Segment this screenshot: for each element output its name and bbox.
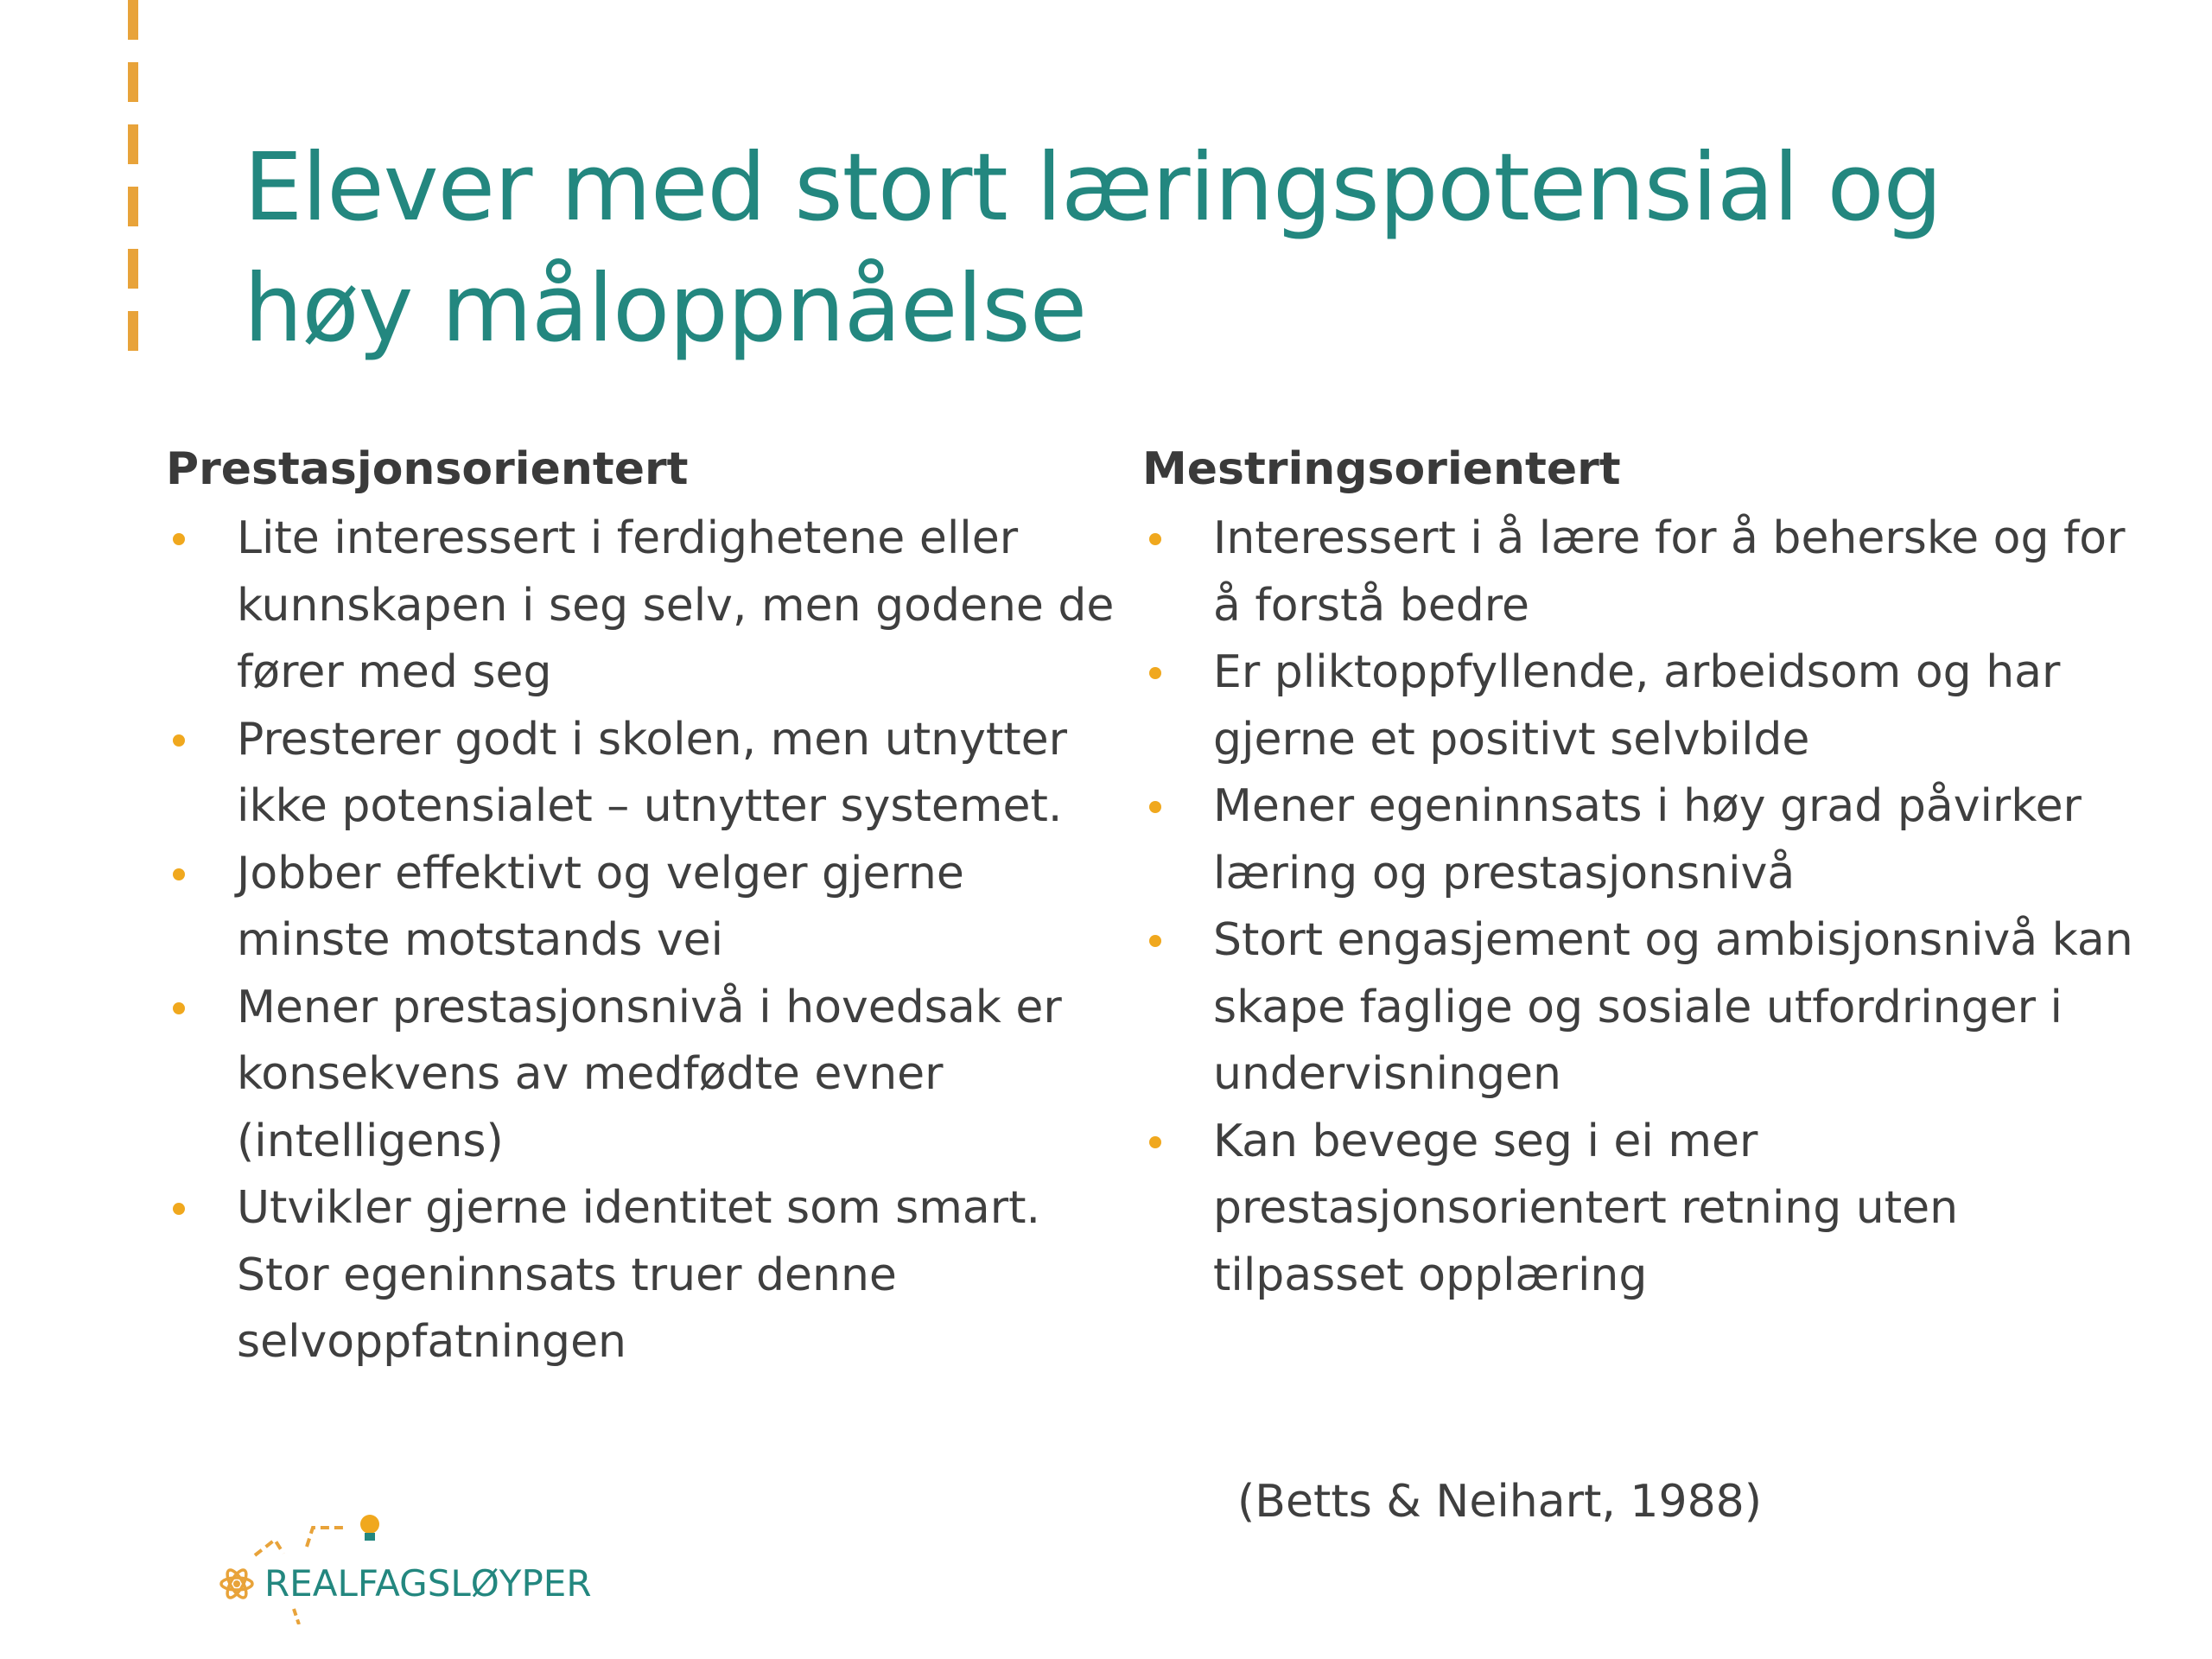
bullet-dot-icon [173, 734, 185, 747]
citation: (Betts & Neihart, 1988) [1237, 1476, 1763, 1528]
list-item [1142, 1109, 2136, 1310]
logo-text: REALFAGSLØYPER [264, 1562, 592, 1605]
list-item [166, 975, 1116, 1176]
bullet-dot-icon [1149, 533, 1161, 545]
list-item [1142, 639, 2136, 773]
list-item [1142, 907, 2136, 1109]
realfagsloyper-logo [216, 1512, 592, 1624]
left-bullet-list [166, 505, 1116, 1376]
slide-title: Elever med stort læringspotensial og høy måloppnåelse [244, 134, 1942, 363]
bullet-dot-icon [1149, 1136, 1161, 1148]
bullet-dot-icon [173, 533, 185, 545]
dashed-accent-line [128, 0, 138, 354]
list-item [1142, 773, 2136, 907]
left-column [166, 436, 1116, 1376]
right-bullet-list [1142, 505, 2136, 1309]
logo-path-top [307, 1528, 346, 1547]
list-item [166, 1175, 1116, 1376]
bullet-dot-icon [1149, 801, 1161, 813]
bullet-dot-icon [173, 1203, 185, 1215]
list-item-text: Kan bevege seg i ei mer prestasjonsorientert retning uten tilpasset opplæring [1213, 1115, 1959, 1301]
list-item-text: Mener egeninnsats i høy grad påvirker læring og prestasjonsnivå [1213, 780, 2082, 899]
right-column [1142, 436, 2136, 1309]
list-item [166, 707, 1116, 841]
list-item-text: Presterer godt i skolen, men utnytter ikke potensialet – utnytter systemet. [237, 713, 1067, 832]
list-item [166, 841, 1116, 975]
bullet-dot-icon [173, 868, 185, 880]
lightbulb-icon [360, 1515, 379, 1541]
bullet-dot-icon [173, 1002, 185, 1014]
list-item-text: Mener prestasjonsnivå i hovedsak er konsekvens av medfødte evner (intelligens) [237, 981, 1062, 1167]
list-item-text: Interessert i å lære for å beherske og for å forstå bedre [1213, 512, 2126, 632]
left-column-heading: Prestasjonsorientert [166, 443, 689, 495]
logo-path-bottom [294, 1609, 299, 1624]
list-item-text: Lite interessert i ferdighetene eller kunnskapen i seg selv, men godene de fører med seg [237, 512, 1115, 698]
list-item [166, 505, 1116, 707]
bullet-dot-icon [1149, 935, 1161, 947]
bullet-dot-icon [1149, 667, 1161, 679]
list-item [1142, 505, 2136, 639]
list-item-text: Jobber effektivt og velger gjerne minste motstands vei [237, 847, 964, 966]
list-item-text: Er pliktoppfyllende, arbeidsom og har gjerne et positivt selvbilde [1213, 646, 2061, 766]
right-column-heading: Mestringsorientert [1142, 443, 1621, 495]
atom-icon [221, 1567, 252, 1600]
list-item-text: Stort engasjement og ambisjonsnivå kan skape faglige og sosiale utfordringer i undervisningen [1213, 914, 2133, 1100]
logo-path-left [255, 1540, 283, 1555]
list-item-text: Utvikler gjerne identitet som smart. Stor egeninnsats truer denne selvoppfatningen [237, 1182, 1041, 1368]
